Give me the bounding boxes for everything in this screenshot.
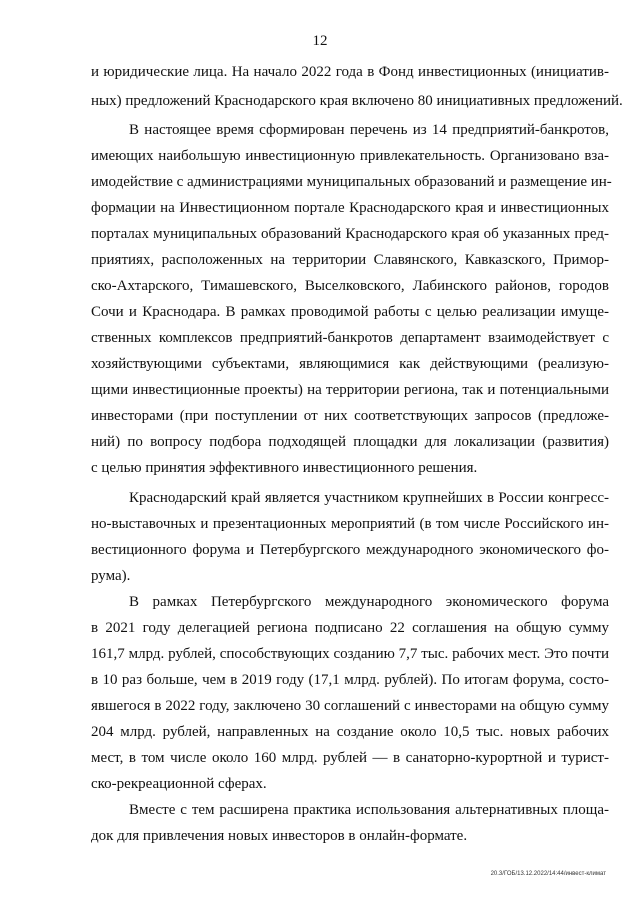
text-line: В рамках Петербургского международного экономического форума [129, 594, 609, 610]
text-line: имеющих наибольшую инвестиционную привлекательность. Организовано вза- [91, 148, 609, 164]
text-line: ско-Ахтарского, Тимашевского, Выселковского, Лабинского районов, городов [91, 278, 609, 294]
text-line: в 10 раз больше, чем в 2019 году (17,1 млрд. рублей). По итогам форума, состо- [91, 672, 609, 688]
text-line: В настоящее время сформирован перечень из 14 предприятий-банкротов, [129, 122, 609, 138]
text-line: щими инвестиционные проекты) на территории региона, так и потенциальными [91, 382, 609, 398]
text-line: приятиях, расположенных на территории Славянского, Кавказского, Примор- [91, 252, 609, 268]
text-line: имодействие с администрациями муниципальных образований и размещение ин- [91, 174, 612, 190]
page-number: 12 [312, 33, 328, 49]
text-line: ственных комплексов предприятий-банкротов департамент взаимодействует с [91, 330, 609, 346]
text-line: док для привлечения новых инвесторов в онлайн-формате. [91, 828, 468, 844]
text-line: Краснодарский край является участником крупнейших в России конгресс- [129, 490, 609, 506]
text-line: ско-рекреационной сферах. [91, 776, 267, 792]
text-line: хозяйствующими субъектами, являющимися как действующими (реализую- [91, 356, 609, 372]
text-line: порталах муниципальных образований Краснодарского края об указанных пред- [91, 226, 609, 242]
text-line: 161,7 млрд. рублей, способствующих созданию 7,7 тыс. рабочих мест. Это почти [91, 646, 609, 662]
text-line: инвесторами (при поступлении от них соответствующих запросов (предложе- [91, 408, 609, 424]
text-line: но-выставочных и презентационных мероприятий (в том числе Российского ин- [91, 516, 609, 532]
text-line: формации на Инвестиционном портале Краснодарского края и инвестиционных [91, 200, 609, 216]
text-line: рума). [91, 568, 131, 584]
text-line: явшегося в 2022 году, заключено 30 соглашений с инвесторами на общую сумму [91, 698, 609, 714]
text-line: мест, в том числе около 160 млрд. рублей — в санаторно-курортной и турист- [91, 750, 609, 766]
text-line: ний) по вопросу подбора подходящей площадки для локализации (развития) [91, 434, 609, 450]
text-line: и юридические лица. На начало 2022 года в Фонд инвестиционных (инициатив- [91, 64, 609, 80]
text-line: вестиционного форума и Петербургского международного экономического фо- [91, 542, 609, 558]
text-line: 204 млрд. рублей, направленных на создание около 10,5 тыс. новых рабочих [91, 724, 609, 740]
text-line: ных) предложений Краснодарского края включено 80 инициативных предложений. [91, 93, 623, 109]
text-line: с целью принятия эффективного инвестиционного решения. [91, 460, 478, 476]
text-line: Сочи и Краснодара. В рамках проводимой работы с целью реализации имуще- [91, 304, 609, 320]
text-line: Вместе с тем расширена практика использования альтернативных площа- [129, 802, 609, 818]
document-footer-code: 20.3/ГОБ/13.12.2022/14:44/инвест-климат [490, 871, 606, 877]
text-line: в 2021 году делегацией региона подписано 22 соглашения на общую сумму [91, 620, 609, 636]
